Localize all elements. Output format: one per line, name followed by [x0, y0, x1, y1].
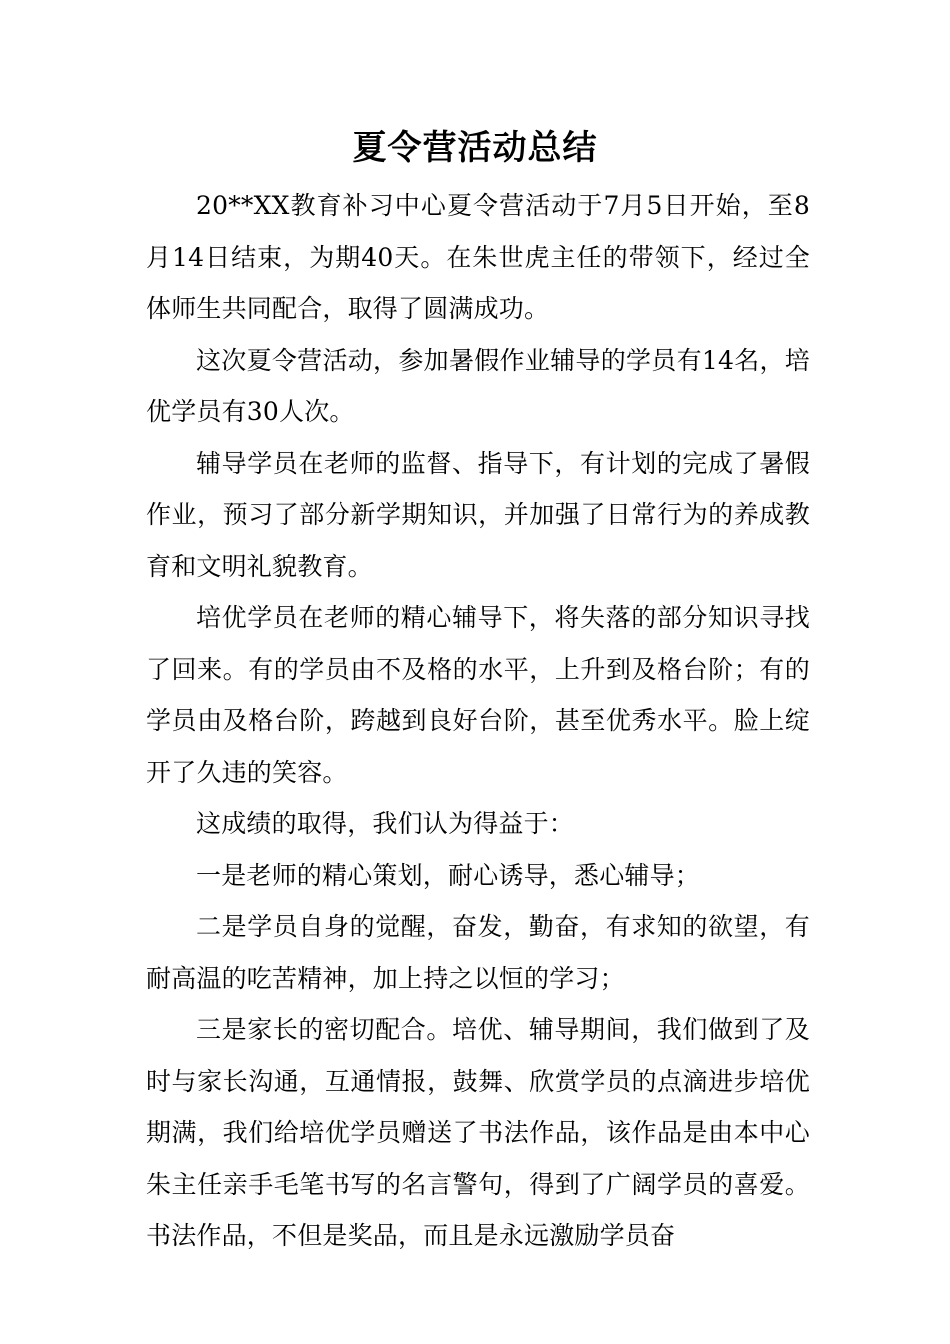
paragraph-reason-three: 三是家长的密切配合。培优、辅导期间，我们做到了及时与家长沟通，互通情报，鼓舞、欣赏学员的点滴进步培优期满，我们给培优学员赠送了书法作品，该作品是由本中心朱主任亲手毛笔书写的名言警句，得到了广阔学员的喜爱。书法作品，不但是奖品，而且是永远激励学员奋	[146, 1015, 810, 1250]
paragraph-advanced: 培优学员在老师的精心辅导下，将失落的部分知识寻找了回来。有的学员由不及格的水平，上升到及格台阶；有的学员由及格台阶，跨越到良好台阶，甚至优秀水平。脸上绽开了久违的笑容。	[146, 603, 810, 787]
document-title: 夏令营活动总结	[352, 128, 598, 168]
paragraph-intro: 20**XX教育补习中心夏令营活动于7月5日开始，至8月14日结束，为期40天。在朱世虎主任的带领下，经过全体师生共同配合，取得了圆满成功。	[146, 191, 810, 323]
paragraph-reasons-intro: 这成绩的取得，我们认为得益于：	[196, 809, 575, 838]
paragraph-tutoring: 辅导学员在老师的监督、指导下，有计划的完成了暑假作业，预习了部分新学期知识，并加强了日常行为的养成教育和文明礼貌教育。	[146, 448, 810, 581]
paragraph-participants: 这次夏令营活动，参加暑假作业辅导的学员有14名，培优学员有30人次。	[146, 345, 810, 426]
paragraph-reason-two: 二是学员自身的觉醒，奋发，勤奋，有求知的欲望，有耐高温的吃苦精神，加上持之以恒的学习；	[146, 912, 810, 993]
document-body	[146, 180, 810, 1262]
paragraph-reason-one: 一是老师的精心策划，耐心诱导，悉心辅导；	[196, 860, 701, 890]
